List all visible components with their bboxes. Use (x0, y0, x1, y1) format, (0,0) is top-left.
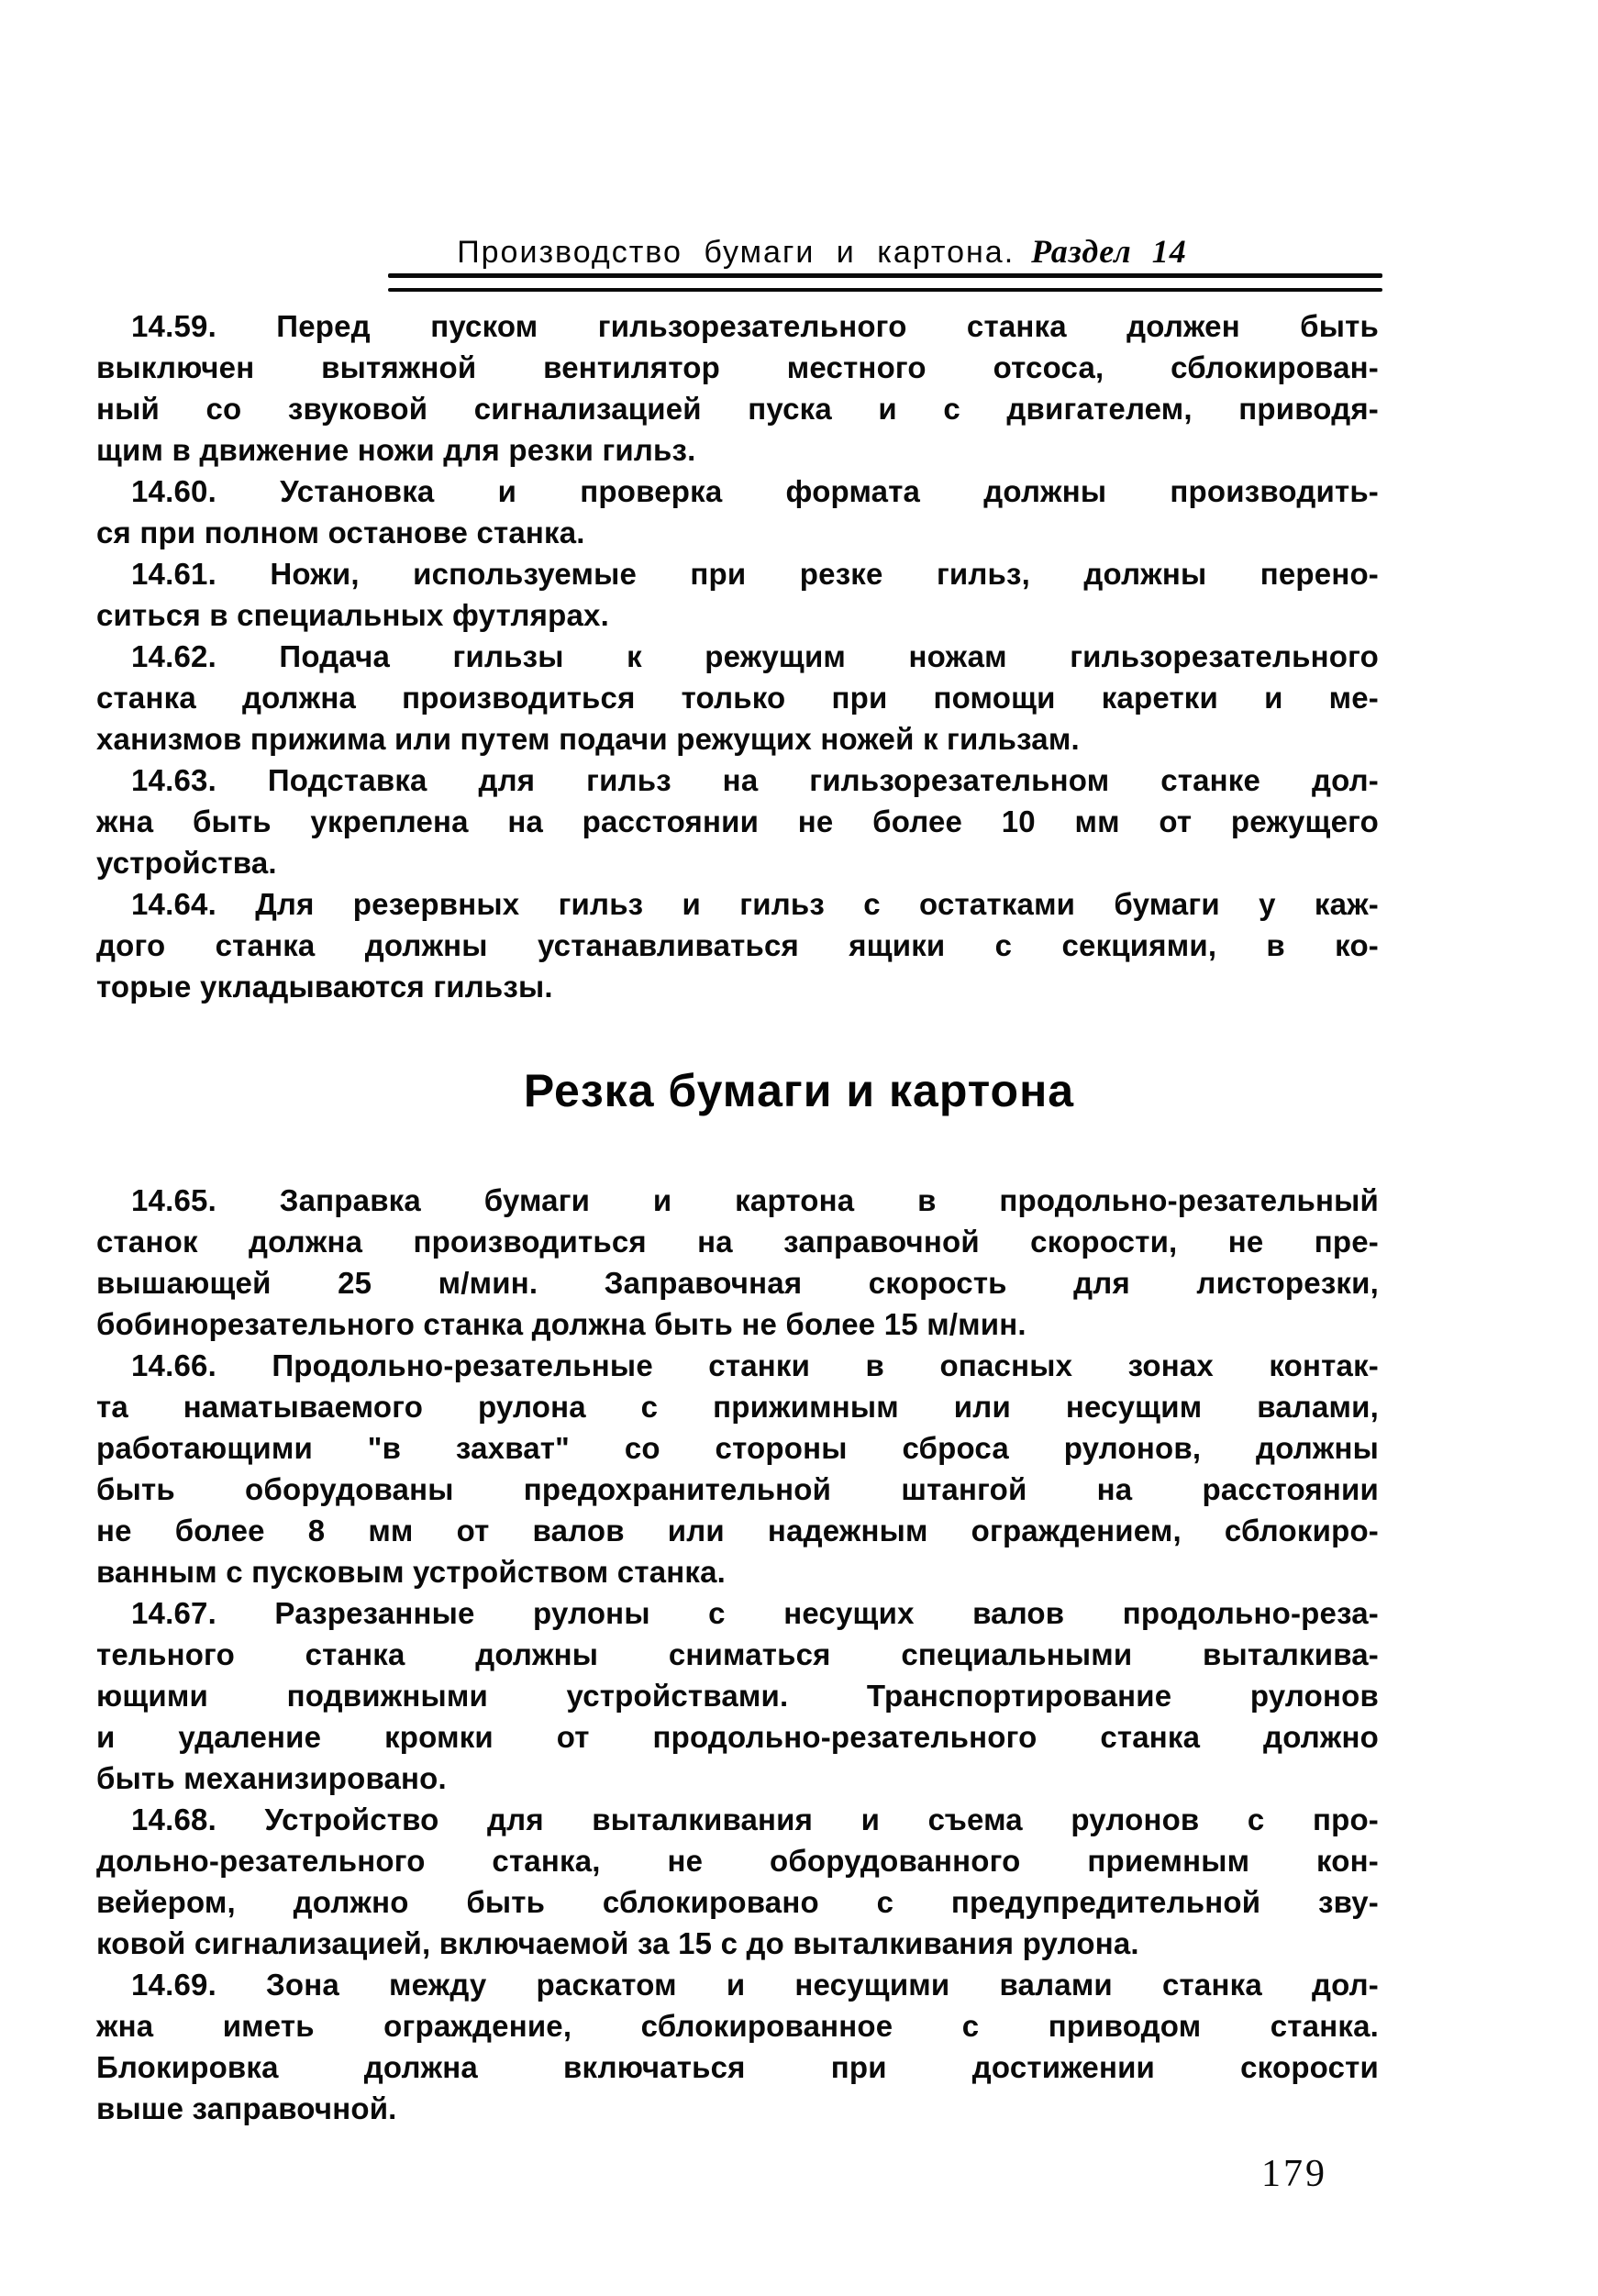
paragraph (96, 1964, 1379, 2129)
text-line: 14.69. Зона между раскатом и несущими валами станка дол- (131, 1968, 1379, 2002)
text-line: ковой сигнализацией, включаемой за 15 с до выталкивания рулона. (96, 1926, 1139, 1960)
paragraph (96, 1345, 1379, 1592)
running-header-section-ref: Раздел 14 (1031, 233, 1187, 270)
text-line: 14.64. Для резервных гильз и гильз с остатками бумаги у каж- (131, 887, 1379, 921)
section-heading: Резка бумаги и картона (523, 1065, 1075, 1116)
text-line: выключен вытяжной вентилятор местного отсоса, сблокирован- (96, 350, 1379, 384)
running-header (0, 232, 1598, 271)
text-line: станка должна производиться только при помощи каретки и ме- (96, 681, 1379, 715)
text-line: не более 8 мм от валов или надежным ограждением, сблокиро- (96, 1514, 1379, 1547)
paragraph (96, 883, 1379, 1007)
text-line: и удаление кромки от продольно-резательного станка должно (96, 1720, 1379, 1754)
text-line: 14.65. Заправка бумаги и картона в продольно-резательный (131, 1183, 1379, 1217)
text-line: выше заправочной. (96, 2091, 397, 2125)
header-underline-bottom (388, 288, 1382, 292)
text-line: 14.68. Устройство для выталкивания и съема рулонов с про- (131, 1802, 1379, 1836)
text-line: дольно-резательного станка, не оборудованного приемным кон- (96, 1844, 1379, 1878)
text-block-top (96, 305, 1379, 1007)
text-line: ющими подвижными устройствами. Транспортирование рулонов (96, 1679, 1379, 1713)
paragraph (96, 305, 1379, 471)
text-line: тельного станка должны сниматься специальными выталкива- (96, 1637, 1379, 1671)
text-block-bottom (96, 1180, 1379, 2129)
text-line: ханизмов прижима или путем подачи режущих ножей к гильзам. (96, 722, 1080, 756)
text-line: ситься в специальных футлярах. (96, 598, 609, 632)
text-line: быть оборудованы предохранительной штангой на расстоянии (96, 1472, 1379, 1506)
text-line: Блокировка должна включаться при достижении скорости (96, 2050, 1379, 2084)
text-line: вышающей 25 м/мин. Заправочная скорость для листорезки, (96, 1266, 1379, 1300)
text-line: щим в движение ножи для резки гильз. (96, 433, 696, 467)
text-line: бобинорезательного станка должна быть не более 15 м/мин. (96, 1307, 1026, 1341)
text-line: станок должна производиться на заправочной скорости, не пре- (96, 1225, 1379, 1259)
text-line: 14.60. Установка и проверка формата должны производить- (131, 474, 1379, 508)
text-line: работающими "в захват" со стороны сброса рулонов, должны (96, 1431, 1379, 1465)
paragraph (96, 1180, 1379, 1345)
text-line: 14.66. Продольно-резательные станки в опасных зонах контак- (131, 1348, 1379, 1382)
text-line: 14.59. Перед пуском гильзорезательного станка должен быть (131, 309, 1379, 343)
text-line: 14.62. Подача гильзы к режущим ножам гильзорезательного (131, 639, 1379, 673)
text-line: вейером, должно быть сблокировано с предупредительной зву- (96, 1885, 1379, 1919)
paragraph (96, 760, 1379, 883)
text-line: та наматываемого рулона с прижимным или несущим валами, (96, 1390, 1379, 1424)
text-line: жна быть укреплена на расстоянии не более 10 мм от режущего (96, 804, 1379, 838)
text-line: быть механизировано. (96, 1761, 447, 1795)
paragraph (96, 471, 1379, 553)
text-line: 14.61. Ножи, используемые при резке гильз, должны перено- (131, 557, 1379, 591)
text-line: ный со звуковой сигнализацией пуска и с двигателем, приводя- (96, 392, 1379, 426)
text-line: 14.67. Разрезанные рулоны с несущих валов продольно-реза- (131, 1596, 1379, 1630)
page-number: 179 (1261, 2153, 1327, 2195)
text-line: торые укладываются гильзы. (96, 970, 553, 1004)
running-header-title: Производство бумаги и картона. (457, 235, 1015, 270)
text-line: устройства. (96, 846, 277, 880)
paragraph (96, 1799, 1379, 1964)
text-line: жна иметь ограждение, сблокированное с приводом станка. (96, 2009, 1379, 2043)
text-line: ванным с пусковым устройством станка. (96, 1555, 727, 1589)
text-line: ся при полном останове станка. (96, 516, 585, 549)
header-underline-top (388, 273, 1382, 278)
paragraph (96, 1592, 1379, 1799)
text-line: 14.63. Подставка для гильз на гильзорезательном станке дол- (131, 763, 1379, 797)
text-line: дого станка должны устанавливаться ящики с секциями, в ко- (96, 928, 1379, 962)
paragraph (96, 636, 1379, 760)
paragraph (96, 553, 1379, 636)
